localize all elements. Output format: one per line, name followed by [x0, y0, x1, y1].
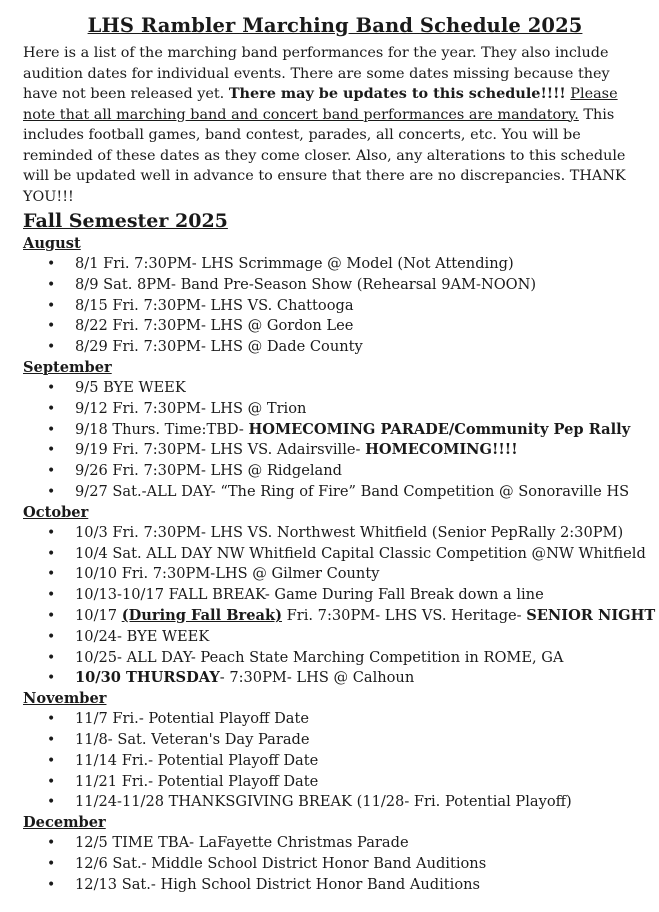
list-item: • 8/22 Fri. 7:30PM- LHS @ Gordon Lee	[23, 316, 647, 337]
month-heading-september: September	[23, 358, 112, 376]
intro-paragraph	[23, 43, 647, 207]
list-item: • 9/19 Fri. 7:30PM- LHS VS. Adairsville- HOMECOMING!!!!	[23, 440, 647, 461]
list-item: • 12/6 Sat.- Middle School District Honor Band Auditions	[23, 854, 647, 875]
page-title: LHS Rambler Marching Band Schedule 2025	[87, 14, 583, 37]
november-list	[23, 709, 647, 813]
list-item: • 10/30 THURSDAY- 7:30PM- LHS @ Calhoun	[23, 668, 647, 689]
list-item: • 8/1 Fri. 7:30PM- LHS Scrimmage @ Model (Not Attending)	[23, 254, 647, 275]
september-list	[23, 378, 647, 503]
october-list	[23, 523, 656, 689]
month-heading-november: November	[23, 690, 107, 708]
list-item: • 10/24- BYE WEEK	[23, 627, 647, 648]
intro-update-warning: There may be updates to this schedule!!!!	[228, 85, 566, 102]
list-item: • 9/5 BYE WEEK	[23, 378, 647, 399]
list-item: • 10/3 Fri. 7:30PM- LHS VS. Northwest Whitfield (Senior PepRally 2:30PM)	[23, 523, 647, 544]
homecoming-parade-label: HOMECOMING PARADE/Community Pep Rally	[248, 420, 631, 438]
list-item: • 12/13 Sat.- High School District Honor Band Auditions	[23, 875, 647, 896]
list-item: • 9/26 Fri. 7:30PM- LHS @ Ridgeland	[23, 461, 647, 482]
senior-night-label: SENIOR NIGHT	[526, 606, 656, 624]
december-list	[23, 833, 647, 895]
homecoming-label: HOMECOMING!!!!	[365, 441, 518, 459]
intro-text-continued: This includes football games, band contest, parades, all concerts, etc. You will be reminded of these dates as they come closer. Also, any alterations to this schedule will be updated well in advance to ensure that there are no discrepancies. THANK YOU!!!	[23, 106, 626, 205]
list-item: • 11/7 Fri.- Potential Playoff Date	[23, 709, 647, 730]
list-item: • 12/5 TIME TBA- LaFayette Christmas Parade	[23, 833, 647, 854]
august-list	[23, 254, 647, 358]
semester-heading: Fall Semester 2025	[23, 210, 228, 232]
list-item: • 10/17 (During Fall Break) Fri. 7:30PM- LHS VS. Heritage- SENIOR NIGHT	[23, 606, 647, 627]
list-item: • 9/12 Fri. 7:30PM- LHS @ Trion	[23, 399, 647, 420]
list-item: • 8/15 Fri. 7:30PM- LHS VS. Chattooga	[23, 296, 647, 317]
list-item: • 9/18 Thurs. Time:TBD- HOMECOMING PARADE/Community Pep Rally	[23, 420, 647, 441]
during-fall-break-label: (During Fall Break)	[121, 606, 282, 624]
intro-text: Here is a list of the marching band performances for the year. They also include audition dates for individual events. There are some dates missing because they have not been released yet.	[23, 45, 610, 102]
list-item: • 10/10 Fri. 7:30PM-LHS @ Gilmer County	[23, 564, 647, 585]
month-heading-august: August	[23, 235, 81, 252]
intro-mandatory-note: Please note that all marching band and concert band performances are mandatory.	[23, 86, 618, 123]
list-item: • 8/29 Fri. 7:30PM- LHS @ Dade County	[23, 337, 647, 358]
month-heading-october: October	[23, 503, 89, 521]
list-item: • 11/8- Sat. Veteran's Day Parade	[23, 730, 647, 751]
list-item: • 11/14 Fri.- Potential Playoff Date	[23, 751, 647, 772]
list-item: • 10/13-10/17 FALL BREAK- Game During Fall Break down a line	[23, 585, 647, 606]
month-heading-december: December	[23, 814, 106, 832]
list-item: • 9/27 Sat.-ALL DAY- “The Ring of Fire” Band Competition @ Sonoraville HS	[23, 482, 647, 503]
list-item: • 10/25- ALL DAY- Peach State Marching Competition in ROME, GA	[23, 648, 647, 669]
list-item: • 11/24-11/28 THANKSGIVING BREAK (11/28- Fri. Potential Playoff)	[23, 792, 647, 813]
list-item: • 8/9 Sat. 8PM- Band Pre-Season Show (Rehearsal 9AM-NOON)	[23, 275, 647, 296]
thursday-date-label: 10/30 THURSDAY	[75, 669, 220, 687]
list-item: • 10/4 Sat. ALL DAY NW Whitfield Capital Classic Competition @NW Whitfield	[23, 544, 647, 565]
list-item: • 11/21 Fri.- Potential Playoff Date	[23, 772, 647, 793]
